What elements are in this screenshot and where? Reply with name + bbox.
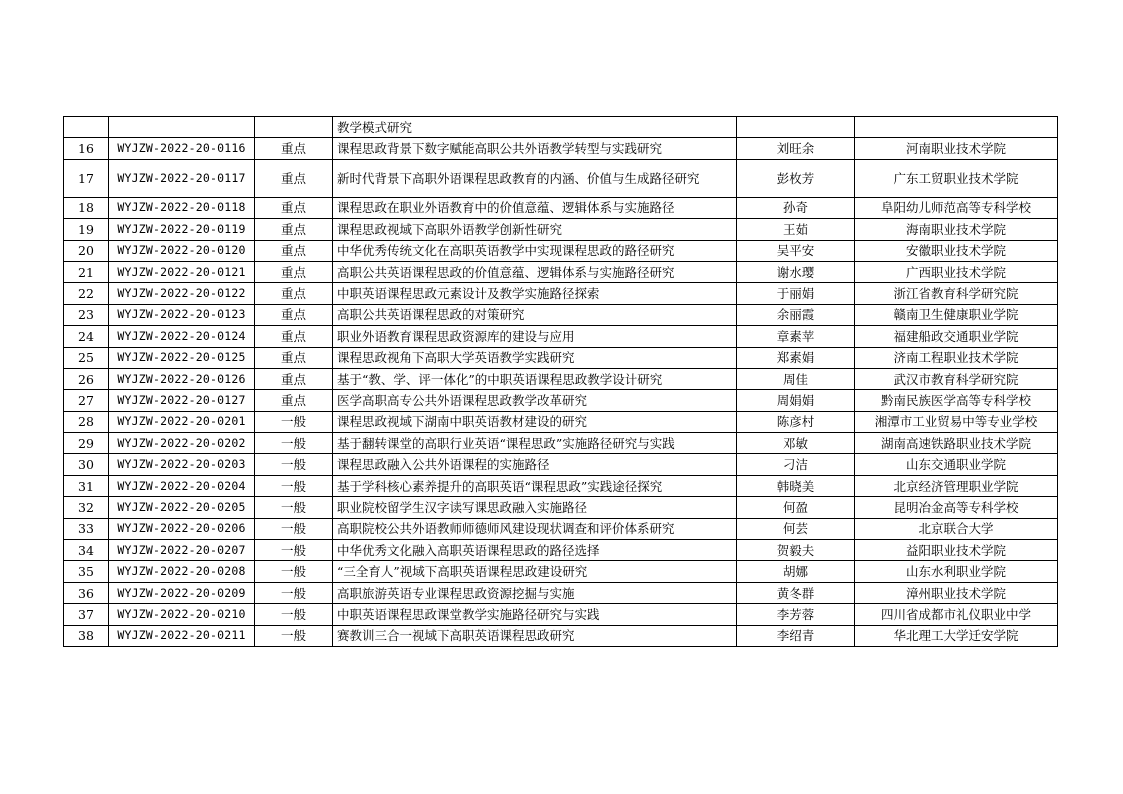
table-row bbox=[64, 625, 1058, 646]
cell-institution: 河南职业技术学院 bbox=[855, 138, 1058, 159]
cell-person: 陈彦村 bbox=[737, 411, 855, 432]
cell-code: WYJZW-2022-20-0120 bbox=[109, 240, 255, 261]
table-row bbox=[64, 138, 1058, 159]
cell-code: WYJZW-2022-20-0203 bbox=[109, 454, 255, 475]
cell-level: 重点 bbox=[255, 197, 333, 218]
cell-person: 谢水璎 bbox=[737, 261, 855, 282]
continuation-row bbox=[64, 117, 1058, 138]
cell-institution: 昆明冶金高等专科学校 bbox=[855, 497, 1058, 518]
cell-code: WYJZW-2022-20-0208 bbox=[109, 561, 255, 582]
cell-institution: 黔南民族医学高等专科学校 bbox=[855, 390, 1058, 411]
cell-level: 重点 bbox=[255, 304, 333, 325]
cell-title: 新时代背景下高职外语课程思政教育的内涵、价值与生成路径研究 bbox=[333, 159, 737, 197]
cell-institution: 广东工贸职业技术学院 bbox=[855, 159, 1058, 197]
cell-code: WYJZW-2022-20-0210 bbox=[109, 604, 255, 625]
cell-level: 重点 bbox=[255, 240, 333, 261]
cell-no: 33 bbox=[64, 518, 109, 539]
cell-no: 24 bbox=[64, 326, 109, 347]
cell-person: 王茹 bbox=[737, 219, 855, 240]
cell-code: WYJZW-2022-20-0117 bbox=[109, 159, 255, 197]
table-row bbox=[64, 261, 1058, 282]
cell-title: 课程思政视角下高职大学英语教学实践研究 bbox=[333, 347, 737, 368]
cell-title: 课程思政背景下数字赋能高职公共外语教学转型与实践研究 bbox=[333, 138, 737, 159]
cell-no: 25 bbox=[64, 347, 109, 368]
cell-institution: 广西职业技术学院 bbox=[855, 261, 1058, 282]
cell-person: 李芳蓉 bbox=[737, 604, 855, 625]
cell-no bbox=[64, 117, 109, 138]
cell-title: 医学高职高专公共外语课程思政教学改革研究 bbox=[333, 390, 737, 411]
cell-person: 胡娜 bbox=[737, 561, 855, 582]
cell-code: WYJZW-2022-20-0127 bbox=[109, 390, 255, 411]
cell-title: 课程思政融入公共外语课程的实施路径 bbox=[333, 454, 737, 475]
cell-code: WYJZW-2022-20-0124 bbox=[109, 326, 255, 347]
cell-level: 重点 bbox=[255, 326, 333, 347]
table-row bbox=[64, 390, 1058, 411]
cell-code: WYJZW-2022-20-0126 bbox=[109, 368, 255, 389]
cell-title: 高职公共英语课程思政的对策研究 bbox=[333, 304, 737, 325]
cell-level: 重点 bbox=[255, 390, 333, 411]
cell-no: 28 bbox=[64, 411, 109, 432]
table-row bbox=[64, 347, 1058, 368]
cell-title: 课程思政在职业外语教育中的价值意蕴、逻辑体系与实施路径 bbox=[333, 197, 737, 218]
cell-level bbox=[255, 117, 333, 138]
table-row bbox=[64, 159, 1058, 197]
table-row bbox=[64, 411, 1058, 432]
cell-no: 35 bbox=[64, 561, 109, 582]
cell-person: 周佳 bbox=[737, 368, 855, 389]
table-row bbox=[64, 219, 1058, 240]
cell-person: 韩晓美 bbox=[737, 475, 855, 496]
cell-no: 20 bbox=[64, 240, 109, 261]
cell-person: 李绍青 bbox=[737, 625, 855, 646]
cell-title: 基于“教、学、评一体化”的中职英语课程思政教学设计研究 bbox=[333, 368, 737, 389]
cell-no: 27 bbox=[64, 390, 109, 411]
cell-code: WYJZW-2022-20-0206 bbox=[109, 518, 255, 539]
cell-institution: 益阳职业技术学院 bbox=[855, 540, 1058, 561]
cell-level: 一般 bbox=[255, 540, 333, 561]
cell-title: 教学模式研究 bbox=[333, 117, 737, 138]
cell-institution: 福建船政交通职业学院 bbox=[855, 326, 1058, 347]
cell-title: 课程思政视域下湖南中职英语教材建设的研究 bbox=[333, 411, 737, 432]
cell-institution: 华北理工大学迁安学院 bbox=[855, 625, 1058, 646]
cell-code bbox=[109, 117, 255, 138]
cell-institution: 阜阳幼儿师范高等专科学校 bbox=[855, 197, 1058, 218]
cell-level: 一般 bbox=[255, 582, 333, 603]
cell-no: 22 bbox=[64, 283, 109, 304]
cell-institution: 武汉市教育科学研究院 bbox=[855, 368, 1058, 389]
cell-no: 30 bbox=[64, 454, 109, 475]
cell-person bbox=[737, 117, 855, 138]
cell-no: 19 bbox=[64, 219, 109, 240]
cell-person: 于丽娟 bbox=[737, 283, 855, 304]
cell-level: 一般 bbox=[255, 625, 333, 646]
cell-person: 黄冬群 bbox=[737, 582, 855, 603]
cell-institution: 山东水利职业学院 bbox=[855, 561, 1058, 582]
cell-no: 37 bbox=[64, 604, 109, 625]
cell-no: 16 bbox=[64, 138, 109, 159]
cell-no: 21 bbox=[64, 261, 109, 282]
cell-code: WYJZW-2022-20-0123 bbox=[109, 304, 255, 325]
table-row bbox=[64, 433, 1058, 454]
cell-title: 高职旅游英语专业课程思政资源挖掘与实施 bbox=[333, 582, 737, 603]
cell-code: WYJZW-2022-20-0209 bbox=[109, 582, 255, 603]
cell-no: 32 bbox=[64, 497, 109, 518]
cell-institution: 山东交通职业学院 bbox=[855, 454, 1058, 475]
cell-level: 重点 bbox=[255, 283, 333, 304]
table-row bbox=[64, 582, 1058, 603]
cell-person: 何芸 bbox=[737, 518, 855, 539]
cell-level: 一般 bbox=[255, 411, 333, 432]
cell-no: 36 bbox=[64, 582, 109, 603]
cell-level: 一般 bbox=[255, 454, 333, 475]
table-row bbox=[64, 368, 1058, 389]
cell-level: 重点 bbox=[255, 138, 333, 159]
cell-institution: 安徽职业技术学院 bbox=[855, 240, 1058, 261]
table-row bbox=[64, 197, 1058, 218]
cell-institution: 浙江省教育科学研究院 bbox=[855, 283, 1058, 304]
cell-title: “三全育人”视域下高职英语课程思政建设研究 bbox=[333, 561, 737, 582]
table-row bbox=[64, 240, 1058, 261]
cell-code: WYJZW-2022-20-0116 bbox=[109, 138, 255, 159]
cell-title: 中职英语课程思政课堂教学实施路径研究与实践 bbox=[333, 604, 737, 625]
table-row bbox=[64, 604, 1058, 625]
table-row bbox=[64, 497, 1058, 518]
cell-title: 职业院校留学生汉字读写课思政融入实施路径 bbox=[333, 497, 737, 518]
cell-title: 中华优秀传统文化在高职英语教学中实现课程思政的路径研究 bbox=[333, 240, 737, 261]
cell-institution: 湘潭市工业贸易中等专业学校 bbox=[855, 411, 1058, 432]
cell-code: WYJZW-2022-20-0122 bbox=[109, 283, 255, 304]
cell-level: 一般 bbox=[255, 497, 333, 518]
cell-person: 邓敏 bbox=[737, 433, 855, 454]
cell-person: 郑素娟 bbox=[737, 347, 855, 368]
table-body bbox=[64, 117, 1058, 647]
cell-code: WYJZW-2022-20-0201 bbox=[109, 411, 255, 432]
cell-title: 高职院校公共外语教师师德师风建设现状调查和评价体系研究 bbox=[333, 518, 737, 539]
cell-no: 18 bbox=[64, 197, 109, 218]
cell-code: WYJZW-2022-20-0205 bbox=[109, 497, 255, 518]
cell-person: 彭枚芳 bbox=[737, 159, 855, 197]
cell-level: 重点 bbox=[255, 347, 333, 368]
cell-level: 一般 bbox=[255, 518, 333, 539]
cell-level: 一般 bbox=[255, 561, 333, 582]
table-row bbox=[64, 540, 1058, 561]
cell-level: 一般 bbox=[255, 475, 333, 496]
cell-institution: 漳州职业技术学院 bbox=[855, 582, 1058, 603]
cell-code: WYJZW-2022-20-0118 bbox=[109, 197, 255, 218]
cell-title: 高职公共英语课程思政的价值意蕴、逻辑体系与实施路径研究 bbox=[333, 261, 737, 282]
table-row bbox=[64, 326, 1058, 347]
cell-title: 中华优秀文化融入高职英语课程思政的路径选择 bbox=[333, 540, 737, 561]
cell-person: 余丽霞 bbox=[737, 304, 855, 325]
cell-level: 一般 bbox=[255, 433, 333, 454]
table-row bbox=[64, 304, 1058, 325]
cell-person: 刘旺余 bbox=[737, 138, 855, 159]
cell-person: 贺毅夫 bbox=[737, 540, 855, 561]
cell-code: WYJZW-2022-20-0119 bbox=[109, 219, 255, 240]
cell-no: 17 bbox=[64, 159, 109, 197]
table-row bbox=[64, 561, 1058, 582]
cell-institution: 湖南高速铁路职业技术学院 bbox=[855, 433, 1058, 454]
table-row bbox=[64, 283, 1058, 304]
cell-institution: 海南职业技术学院 bbox=[855, 219, 1058, 240]
cell-code: WYJZW-2022-20-0121 bbox=[109, 261, 255, 282]
cell-person: 章素苹 bbox=[737, 326, 855, 347]
cell-level: 重点 bbox=[255, 368, 333, 389]
cell-no: 29 bbox=[64, 433, 109, 454]
cell-code: WYJZW-2022-20-0207 bbox=[109, 540, 255, 561]
table-row bbox=[64, 475, 1058, 496]
cell-no: 26 bbox=[64, 368, 109, 389]
cell-person: 孙奇 bbox=[737, 197, 855, 218]
cell-code: WYJZW-2022-20-0202 bbox=[109, 433, 255, 454]
project-table bbox=[63, 116, 1058, 647]
cell-person: 刁洁 bbox=[737, 454, 855, 475]
cell-code: WYJZW-2022-20-0204 bbox=[109, 475, 255, 496]
cell-level: 一般 bbox=[255, 604, 333, 625]
cell-title: 中职英语课程思政元素设计及教学实施路径探索 bbox=[333, 283, 737, 304]
cell-institution bbox=[855, 117, 1058, 138]
cell-no: 34 bbox=[64, 540, 109, 561]
cell-person: 何盈 bbox=[737, 497, 855, 518]
cell-title: 基于学科核心素养提升的高职英语“课程思政”实践途径探究 bbox=[333, 475, 737, 496]
cell-level: 重点 bbox=[255, 159, 333, 197]
cell-no: 38 bbox=[64, 625, 109, 646]
cell-level: 重点 bbox=[255, 261, 333, 282]
cell-institution: 四川省成都市礼仪职业中学 bbox=[855, 604, 1058, 625]
cell-institution: 北京联合大学 bbox=[855, 518, 1058, 539]
cell-person: 周娟娟 bbox=[737, 390, 855, 411]
cell-institution: 赣南卫生健康职业学院 bbox=[855, 304, 1058, 325]
cell-no: 23 bbox=[64, 304, 109, 325]
cell-title: 赛教训三合一视域下高职英语课程思政研究 bbox=[333, 625, 737, 646]
cell-title: 基于翻转课堂的高职行业英语“课程思政”实施路径研究与实践 bbox=[333, 433, 737, 454]
cell-code: WYJZW-2022-20-0211 bbox=[109, 625, 255, 646]
cell-title: 职业外语教育课程思政资源库的建设与应用 bbox=[333, 326, 737, 347]
cell-no: 31 bbox=[64, 475, 109, 496]
cell-title: 课程思政视域下高职外语教学创新性研究 bbox=[333, 219, 737, 240]
table-row bbox=[64, 454, 1058, 475]
cell-institution: 济南工程职业技术学院 bbox=[855, 347, 1058, 368]
cell-code: WYJZW-2022-20-0125 bbox=[109, 347, 255, 368]
cell-institution: 北京经济管理职业学院 bbox=[855, 475, 1058, 496]
cell-level: 重点 bbox=[255, 219, 333, 240]
table-row bbox=[64, 518, 1058, 539]
cell-person: 吴平安 bbox=[737, 240, 855, 261]
